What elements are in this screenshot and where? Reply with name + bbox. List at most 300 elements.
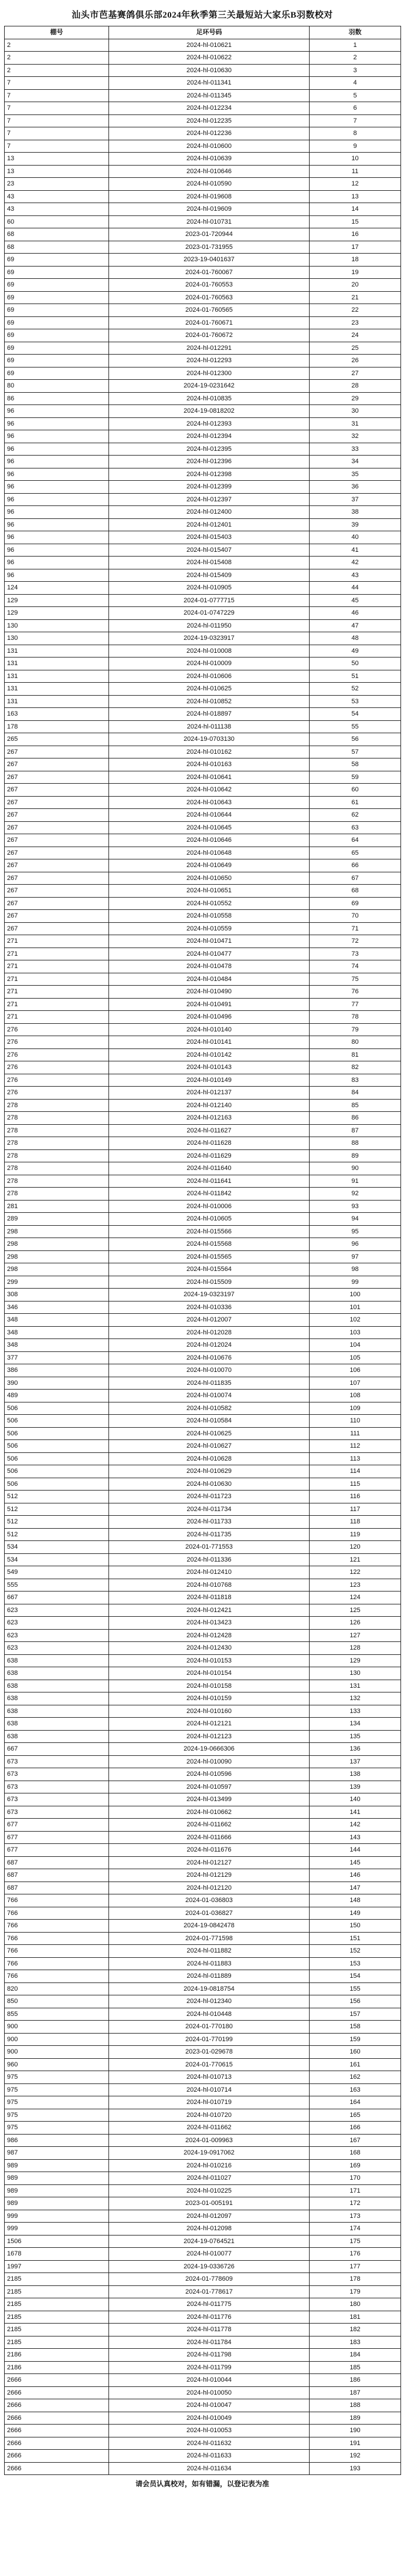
loft-number-cell: 506 bbox=[5, 1440, 109, 1453]
ring-number-cell: 2023-01-029678 bbox=[109, 2046, 310, 2059]
ring-number-cell: 2024-hl-010625 bbox=[109, 683, 310, 696]
table-row bbox=[5, 2425, 401, 2437]
ring-number-cell: 2024-01-760563 bbox=[109, 291, 310, 304]
loft-number-cell: 512 bbox=[5, 1503, 109, 1516]
ring-number-cell: 2024-19-0323197 bbox=[109, 1289, 310, 1302]
table-row bbox=[5, 1882, 401, 1894]
loft-number-cell: 69 bbox=[5, 355, 109, 367]
results-table bbox=[4, 26, 401, 2475]
loft-number-cell: 86 bbox=[5, 392, 109, 405]
ring-number-cell: 2024-01-778617 bbox=[109, 2285, 310, 2298]
table-row bbox=[5, 493, 401, 506]
count-cell: 99 bbox=[310, 1276, 401, 1289]
table-row bbox=[5, 2058, 401, 2071]
table-row bbox=[5, 1162, 401, 1175]
loft-number-cell: 900 bbox=[5, 2021, 109, 2034]
sheet-title: 汕头市芭基赛鸽俱乐部2024年秋季第三关最短站大家乐B羽数校对 bbox=[72, 11, 333, 20]
table-row bbox=[5, 1250, 401, 1263]
loft-number-cell: 308 bbox=[5, 1289, 109, 1302]
table-row bbox=[5, 380, 401, 393]
loft-number-cell: 43 bbox=[5, 190, 109, 203]
ring-number-cell: 2024-hl-010582 bbox=[109, 1402, 310, 1415]
table-row bbox=[5, 872, 401, 885]
table-row bbox=[5, 1806, 401, 1819]
count-cell: 114 bbox=[310, 1465, 401, 1478]
loft-number-cell: 975 bbox=[5, 2122, 109, 2135]
table-row bbox=[5, 733, 401, 746]
count-cell: 97 bbox=[310, 1250, 401, 1263]
ring-number-cell: 2024-01-770615 bbox=[109, 2058, 310, 2071]
count-cell: 77 bbox=[310, 998, 401, 1011]
count-cell: 47 bbox=[310, 619, 401, 632]
loft-number-cell: 271 bbox=[5, 960, 109, 973]
table-row bbox=[5, 2033, 401, 2046]
loft-number-cell: 13 bbox=[5, 153, 109, 166]
count-cell: 7 bbox=[310, 114, 401, 127]
ring-number-cell: 2024-hl-010160 bbox=[109, 1705, 310, 1718]
footer-note: 请会员认真校对，如有错漏，以登记表为准 bbox=[135, 2480, 269, 2488]
table-row bbox=[5, 935, 401, 948]
loft-number-cell: 80 bbox=[5, 380, 109, 393]
count-cell: 33 bbox=[310, 443, 401, 456]
loft-number-cell: 638 bbox=[5, 1730, 109, 1743]
loft-number-cell: 267 bbox=[5, 897, 109, 910]
ring-number-cell: 2024-hl-010140 bbox=[109, 1023, 310, 1036]
ring-number-cell: 2024-hl-010720 bbox=[109, 2109, 310, 2122]
ring-number-cell: 2024-hl-011662 bbox=[109, 2122, 310, 2135]
loft-number-cell: 506 bbox=[5, 1452, 109, 1465]
ring-number-cell: 2024-hl-010090 bbox=[109, 1755, 310, 1768]
loft-number-cell: 1997 bbox=[5, 2260, 109, 2273]
count-cell: 131 bbox=[310, 1680, 401, 1692]
loft-number-cell: 638 bbox=[5, 1680, 109, 1692]
ring-number-cell: 2024-19-0818754 bbox=[109, 1982, 310, 1995]
table-row bbox=[5, 998, 401, 1011]
ring-number-cell: 2024-hl-012137 bbox=[109, 1087, 310, 1100]
count-cell: 128 bbox=[310, 1642, 401, 1655]
loft-number-cell: 673 bbox=[5, 1755, 109, 1768]
count-cell: 142 bbox=[310, 1819, 401, 1832]
count-cell: 32 bbox=[310, 430, 401, 443]
count-cell: 21 bbox=[310, 291, 401, 304]
table-row bbox=[5, 1654, 401, 1667]
table-row bbox=[5, 670, 401, 683]
table-row bbox=[5, 821, 401, 834]
loft-number-cell: 2185 bbox=[5, 2336, 109, 2349]
loft-number-cell: 986 bbox=[5, 2134, 109, 2147]
count-cell: 36 bbox=[310, 481, 401, 494]
table-row bbox=[5, 153, 401, 166]
ring-number-cell: 2024-hl-010141 bbox=[109, 1036, 310, 1049]
ring-number-cell: 2024-hl-010491 bbox=[109, 998, 310, 1011]
ring-number-cell: 2024-hl-011776 bbox=[109, 2311, 310, 2324]
count-cell: 83 bbox=[310, 1074, 401, 1087]
ring-number-cell: 2024-hl-019609 bbox=[109, 203, 310, 216]
ring-number-cell: 2024-hl-011889 bbox=[109, 1970, 310, 1983]
loft-number-cell: 130 bbox=[5, 632, 109, 645]
ring-number-cell: 2024-01-771598 bbox=[109, 1932, 310, 1945]
ring-number-cell: 2024-01-0777715 bbox=[109, 594, 310, 607]
ring-number-cell: 2024-hl-012398 bbox=[109, 468, 310, 481]
table-row bbox=[5, 1945, 401, 1958]
count-cell: 160 bbox=[310, 2046, 401, 2059]
loft-number-cell: 271 bbox=[5, 1011, 109, 1024]
loft-number-cell: 348 bbox=[5, 1314, 109, 1327]
ring-number-cell: 2024-hl-010149 bbox=[109, 1074, 310, 1087]
loft-number-cell: 623 bbox=[5, 1617, 109, 1630]
ring-number-cell: 2024-hl-010645 bbox=[109, 821, 310, 834]
table-row bbox=[5, 2298, 401, 2311]
loft-number-cell: 267 bbox=[5, 834, 109, 847]
header-row bbox=[5, 26, 401, 39]
count-cell: 176 bbox=[310, 2248, 401, 2261]
ring-number-cell: 2024-hl-011835 bbox=[109, 1377, 310, 1390]
count-cell: 86 bbox=[310, 1112, 401, 1125]
loft-number-cell: 677 bbox=[5, 1831, 109, 1844]
loft-number-cell: 96 bbox=[5, 506, 109, 519]
loft-number-cell: 7 bbox=[5, 102, 109, 115]
table-row bbox=[5, 241, 401, 254]
count-cell: 71 bbox=[310, 922, 401, 935]
table-row bbox=[5, 89, 401, 102]
table-row bbox=[5, 2046, 401, 2059]
ring-number-cell: 2024-hl-015566 bbox=[109, 1225, 310, 1238]
count-cell: 112 bbox=[310, 1440, 401, 1453]
table-row bbox=[5, 2361, 401, 2374]
table-row bbox=[5, 1415, 401, 1428]
table-row bbox=[5, 1894, 401, 1907]
table-row bbox=[5, 1301, 401, 1314]
count-cell: 88 bbox=[310, 1137, 401, 1150]
ring-number-cell: 2024-hl-013499 bbox=[109, 1793, 310, 1806]
table-row bbox=[5, 39, 401, 52]
loft-number-cell: 2666 bbox=[5, 2450, 109, 2463]
count-cell: 10 bbox=[310, 153, 401, 166]
loft-number-cell: 276 bbox=[5, 1048, 109, 1061]
loft-number-cell: 278 bbox=[5, 1112, 109, 1125]
ring-number-cell: 2024-hl-010159 bbox=[109, 1692, 310, 1705]
count-cell: 92 bbox=[310, 1188, 401, 1201]
count-cell: 187 bbox=[310, 2386, 401, 2399]
table-row bbox=[5, 2412, 401, 2425]
table-row bbox=[5, 392, 401, 405]
ring-number-cell: 2024-hl-010154 bbox=[109, 1667, 310, 1680]
table-row bbox=[5, 2008, 401, 2021]
ring-number-cell: 2024-hl-010009 bbox=[109, 658, 310, 670]
loft-number-cell: 506 bbox=[5, 1465, 109, 1478]
ring-number-cell: 2024-hl-010676 bbox=[109, 1351, 310, 1364]
loft-number-cell: 276 bbox=[5, 1061, 109, 1074]
count-cell: 153 bbox=[310, 1957, 401, 1970]
ring-number-cell: 2024-hl-012236 bbox=[109, 127, 310, 140]
ring-number-cell: 2024-hl-010714 bbox=[109, 2083, 310, 2096]
count-cell: 39 bbox=[310, 518, 401, 531]
table-row bbox=[5, 1730, 401, 1743]
table-row bbox=[5, 683, 401, 696]
loft-number-cell: 975 bbox=[5, 2083, 109, 2096]
count-cell: 192 bbox=[310, 2450, 401, 2463]
loft-number-cell: 766 bbox=[5, 1907, 109, 1920]
count-cell: 27 bbox=[310, 367, 401, 380]
header-loft-number: 棚号 bbox=[5, 26, 109, 39]
loft-number-cell: 390 bbox=[5, 1377, 109, 1390]
table-row bbox=[5, 254, 401, 267]
loft-number-cell: 960 bbox=[5, 2058, 109, 2071]
count-cell: 98 bbox=[310, 1263, 401, 1276]
count-cell: 138 bbox=[310, 1768, 401, 1781]
loft-number-cell: 2186 bbox=[5, 2361, 109, 2374]
ring-number-cell: 2024-hl-011634 bbox=[109, 2462, 310, 2475]
ring-number-cell: 2024-hl-010648 bbox=[109, 847, 310, 859]
table-row bbox=[5, 367, 401, 380]
loft-number-cell: 2666 bbox=[5, 2412, 109, 2425]
loft-number-cell: 96 bbox=[5, 493, 109, 506]
table-row bbox=[5, 77, 401, 90]
count-cell: 66 bbox=[310, 859, 401, 872]
ring-number-cell: 2024-hl-010484 bbox=[109, 973, 310, 986]
table-row bbox=[5, 1819, 401, 1832]
loft-number-cell: 131 bbox=[5, 683, 109, 696]
table-row bbox=[5, 746, 401, 758]
table-row bbox=[5, 720, 401, 733]
count-cell: 12 bbox=[310, 178, 401, 191]
loft-number-cell: 130 bbox=[5, 619, 109, 632]
ring-number-cell: 2024-hl-010649 bbox=[109, 859, 310, 872]
table-row bbox=[5, 658, 401, 670]
count-cell: 127 bbox=[310, 1629, 401, 1642]
count-cell: 90 bbox=[310, 1162, 401, 1175]
table-row bbox=[5, 1629, 401, 1642]
ring-number-cell: 2024-hl-010852 bbox=[109, 695, 310, 708]
table-row bbox=[5, 607, 401, 620]
count-cell: 53 bbox=[310, 695, 401, 708]
loft-number-cell: 673 bbox=[5, 1793, 109, 1806]
ring-number-cell: 2024-hl-010471 bbox=[109, 935, 310, 948]
loft-number-cell: 278 bbox=[5, 1162, 109, 1175]
table-row bbox=[5, 1402, 401, 1415]
ring-number-cell: 2024-hl-012097 bbox=[109, 2210, 310, 2223]
ring-number-cell: 2024-hl-012123 bbox=[109, 1730, 310, 1743]
count-cell: 180 bbox=[310, 2298, 401, 2311]
count-cell: 172 bbox=[310, 2197, 401, 2210]
count-cell: 43 bbox=[310, 569, 401, 582]
loft-number-cell: 271 bbox=[5, 973, 109, 986]
table-row bbox=[5, 986, 401, 999]
ring-number-cell: 2024-hl-018897 bbox=[109, 708, 310, 721]
table-row bbox=[5, 2083, 401, 2096]
count-cell: 11 bbox=[310, 165, 401, 178]
count-cell: 72 bbox=[310, 935, 401, 948]
count-cell: 147 bbox=[310, 1882, 401, 1894]
ring-number-cell: 2024-hl-010643 bbox=[109, 796, 310, 809]
ring-number-cell: 2024-hl-010621 bbox=[109, 39, 310, 52]
loft-number-cell: 900 bbox=[5, 2046, 109, 2059]
loft-number-cell: 96 bbox=[5, 468, 109, 481]
ring-number-cell: 2024-hl-011640 bbox=[109, 1162, 310, 1175]
count-cell: 81 bbox=[310, 1048, 401, 1061]
ring-number-cell: 2024-hl-011662 bbox=[109, 1819, 310, 1832]
ring-number-cell: 2024-hl-011775 bbox=[109, 2298, 310, 2311]
loft-number-cell: 506 bbox=[5, 1478, 109, 1491]
table-row bbox=[5, 1491, 401, 1503]
count-cell: 80 bbox=[310, 1036, 401, 1049]
table-row bbox=[5, 518, 401, 531]
count-cell: 189 bbox=[310, 2412, 401, 2425]
loft-number-cell: 348 bbox=[5, 1339, 109, 1352]
count-cell: 5 bbox=[310, 89, 401, 102]
ring-number-cell: 2024-hl-010477 bbox=[109, 948, 310, 960]
table-row bbox=[5, 2336, 401, 2349]
ring-number-cell: 2024-hl-010225 bbox=[109, 2184, 310, 2197]
loft-number-cell: 512 bbox=[5, 1528, 109, 1541]
table-row bbox=[5, 1377, 401, 1390]
ring-number-cell: 2024-01-760672 bbox=[109, 329, 310, 342]
table-row bbox=[5, 1087, 401, 1100]
ring-number-cell: 2024-hl-010605 bbox=[109, 1213, 310, 1226]
count-cell: 111 bbox=[310, 1427, 401, 1440]
ring-number-cell: 2024-19-0231642 bbox=[109, 380, 310, 393]
count-cell: 152 bbox=[310, 1945, 401, 1958]
table-row bbox=[5, 594, 401, 607]
count-cell: 143 bbox=[310, 1831, 401, 1844]
count-cell: 14 bbox=[310, 203, 401, 216]
count-cell: 18 bbox=[310, 254, 401, 267]
ring-number-cell: 2024-hl-012421 bbox=[109, 1604, 310, 1617]
table-row bbox=[5, 2311, 401, 2324]
loft-number-cell: 2666 bbox=[5, 2374, 109, 2387]
count-cell: 102 bbox=[310, 1314, 401, 1327]
loft-number-cell: 638 bbox=[5, 1654, 109, 1667]
count-cell: 188 bbox=[310, 2399, 401, 2412]
ring-number-cell: 2024-hl-011799 bbox=[109, 2361, 310, 2374]
table-row bbox=[5, 279, 401, 292]
table-row bbox=[5, 771, 401, 784]
ring-number-cell: 2024-hl-015403 bbox=[109, 531, 310, 544]
loft-number-cell: 267 bbox=[5, 910, 109, 923]
ring-number-cell: 2023-01-005191 bbox=[109, 2197, 310, 2210]
count-cell: 150 bbox=[310, 1920, 401, 1933]
table-row bbox=[5, 102, 401, 115]
table-row bbox=[5, 645, 401, 658]
count-cell: 64 bbox=[310, 834, 401, 847]
ring-number-cell: 2024-hl-010600 bbox=[109, 140, 310, 153]
count-cell: 135 bbox=[310, 1730, 401, 1743]
table-row bbox=[5, 2248, 401, 2261]
count-cell: 67 bbox=[310, 872, 401, 885]
loft-number-cell: 1506 bbox=[5, 2235, 109, 2248]
count-cell: 145 bbox=[310, 1856, 401, 1869]
count-cell: 186 bbox=[310, 2374, 401, 2387]
table-row bbox=[5, 1781, 401, 1793]
loft-number-cell: 2666 bbox=[5, 2462, 109, 2475]
loft-number-cell: 69 bbox=[5, 342, 109, 355]
loft-number-cell: 999 bbox=[5, 2223, 109, 2236]
ring-number-cell: 2024-hl-012235 bbox=[109, 114, 310, 127]
ring-number-cell: 2024-hl-010622 bbox=[109, 52, 310, 65]
loft-number-cell: 96 bbox=[5, 544, 109, 557]
loft-number-cell: 178 bbox=[5, 720, 109, 733]
table-row bbox=[5, 1592, 401, 1604]
table-row bbox=[5, 1478, 401, 1491]
table-row bbox=[5, 1743, 401, 1756]
count-cell: 163 bbox=[310, 2083, 401, 2096]
count-cell: 120 bbox=[310, 1541, 401, 1554]
ring-number-cell: 2024-hl-010163 bbox=[109, 758, 310, 771]
header-count: 羽数 bbox=[310, 26, 401, 39]
loft-number-cell: 276 bbox=[5, 1087, 109, 1100]
loft-number-cell: 766 bbox=[5, 1894, 109, 1907]
table-row bbox=[5, 2386, 401, 2399]
table-row bbox=[5, 1579, 401, 1592]
table-row bbox=[5, 960, 401, 973]
loft-number-cell: 131 bbox=[5, 658, 109, 670]
ring-number-cell: 2024-hl-010731 bbox=[109, 215, 310, 228]
ring-number-cell: 2024-hl-010448 bbox=[109, 2008, 310, 2021]
table-row bbox=[5, 2223, 401, 2236]
ring-number-cell: 2024-hl-011676 bbox=[109, 1844, 310, 1857]
count-cell: 62 bbox=[310, 809, 401, 822]
loft-number-cell: 623 bbox=[5, 1629, 109, 1642]
count-cell: 85 bbox=[310, 1099, 401, 1112]
ring-number-cell: 2024-hl-010597 bbox=[109, 1781, 310, 1793]
table-row bbox=[5, 557, 401, 569]
ring-number-cell: 2024-hl-010559 bbox=[109, 922, 310, 935]
loft-number-cell: 987 bbox=[5, 2147, 109, 2160]
count-cell: 100 bbox=[310, 1289, 401, 1302]
loft-number-cell: 677 bbox=[5, 1819, 109, 1832]
loft-number-cell: 69 bbox=[5, 279, 109, 292]
count-cell: 57 bbox=[310, 746, 401, 758]
table-row bbox=[5, 1541, 401, 1554]
table-row bbox=[5, 1920, 401, 1933]
count-cell: 6 bbox=[310, 102, 401, 115]
table-row bbox=[5, 1705, 401, 1718]
table-row bbox=[5, 1011, 401, 1024]
table-row bbox=[5, 355, 401, 367]
ring-number-cell: 2023-19-0401637 bbox=[109, 254, 310, 267]
ring-number-cell: 2024-19-0703130 bbox=[109, 733, 310, 746]
count-cell: 9 bbox=[310, 140, 401, 153]
table-row bbox=[5, 1844, 401, 1857]
ring-number-cell: 2024-hl-012120 bbox=[109, 1882, 310, 1894]
loft-number-cell: 989 bbox=[5, 2184, 109, 2197]
loft-number-cell: 96 bbox=[5, 557, 109, 569]
table-row bbox=[5, 405, 401, 418]
count-cell: 118 bbox=[310, 1516, 401, 1529]
loft-number-cell: 276 bbox=[5, 1023, 109, 1036]
loft-number-cell: 377 bbox=[5, 1351, 109, 1364]
ring-number-cell: 2024-hl-012400 bbox=[109, 506, 310, 519]
table-row bbox=[5, 582, 401, 595]
loft-number-cell: 2 bbox=[5, 39, 109, 52]
count-cell: 125 bbox=[310, 1604, 401, 1617]
loft-number-cell: 267 bbox=[5, 746, 109, 758]
loft-number-cell: 129 bbox=[5, 594, 109, 607]
loft-number-cell: 638 bbox=[5, 1692, 109, 1705]
ring-number-cell: 2024-hl-010639 bbox=[109, 153, 310, 166]
table-row bbox=[5, 1188, 401, 1201]
table-row bbox=[5, 203, 401, 216]
ring-number-cell: 2024-hl-010596 bbox=[109, 1768, 310, 1781]
count-cell: 59 bbox=[310, 771, 401, 784]
ring-number-cell: 2024-hl-010625 bbox=[109, 1427, 310, 1440]
table-row bbox=[5, 1856, 401, 1869]
loft-number-cell: 489 bbox=[5, 1390, 109, 1402]
loft-number-cell: 2666 bbox=[5, 2437, 109, 2450]
count-cell: 182 bbox=[310, 2324, 401, 2336]
table-row bbox=[5, 506, 401, 519]
loft-number-cell: 69 bbox=[5, 329, 109, 342]
